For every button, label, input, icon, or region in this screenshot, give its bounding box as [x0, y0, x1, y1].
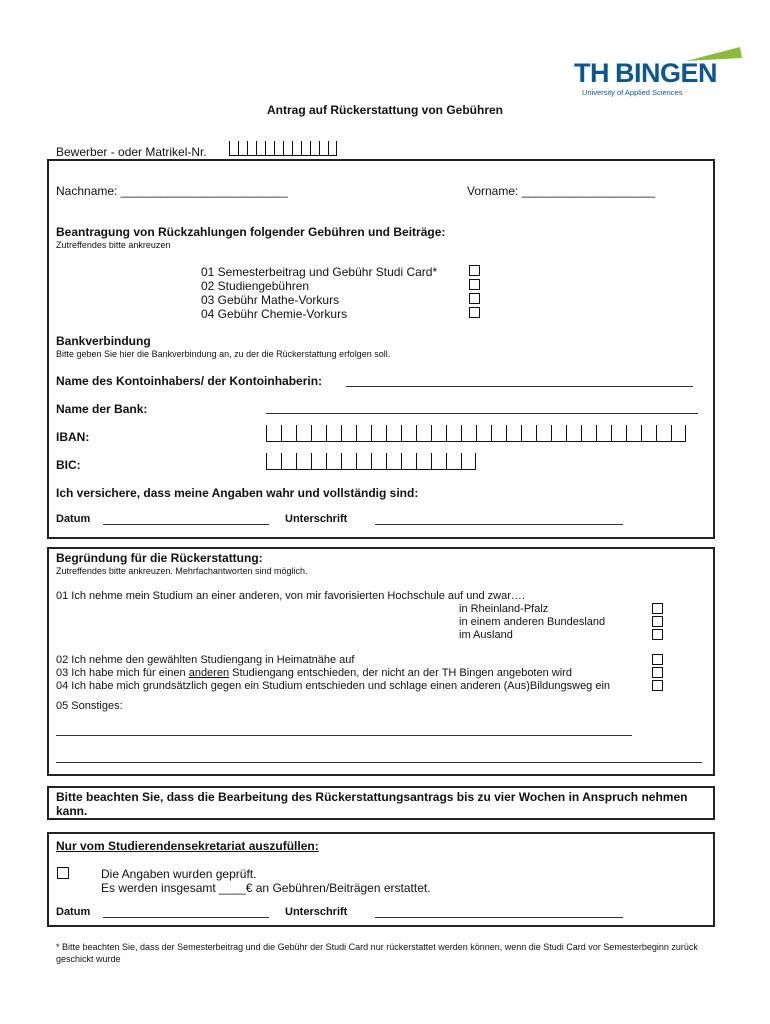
office-checked-text: Die Angaben wurden geprüft.	[101, 867, 257, 881]
fee-item-01: 01 Semesterbeitrag und Gebühr Studi Card*	[201, 265, 438, 279]
matrikel-number-cells[interactable]	[229, 141, 337, 156]
th-bingen-logo	[574, 44, 744, 100]
reason-checkbox-ausland[interactable]	[652, 629, 663, 640]
applicant-label: Bewerber - oder Matrikel-Nr.	[56, 145, 207, 159]
bank-name-line[interactable]	[266, 413, 698, 414]
fees-hint: Zutreffendes bitte ankreuzen	[56, 240, 171, 250]
bic-cells[interactable]	[266, 453, 476, 470]
processing-notice: Bitte beachten Sie, dass die Bearbeitung des Rückerstattungsantrags bis zu vier Wochen in Anspruch nehmen kann.	[56, 790, 688, 818]
signature-label: Unterschrift	[285, 513, 348, 525]
reason-checkbox-bundesland[interactable]	[652, 616, 663, 627]
bic-label: BIC:	[56, 458, 81, 472]
fee-checkbox-02[interactable]	[469, 279, 480, 290]
signature-line[interactable]	[375, 524, 623, 525]
account-holder-label: Name des Kontoinhabers/ der Kontoinhaberin:	[56, 374, 323, 388]
lastname-field[interactable]: Nachname: _________________________	[56, 184, 288, 198]
reason-sub-rlp: in Rheinland-Pfalz	[459, 603, 549, 615]
reason-item-03-part-a: 03 Ich habe mich für einen	[56, 667, 189, 679]
fee-checkbox-03[interactable]	[469, 293, 480, 304]
logo-subtitle: University of Applied Sciences	[582, 88, 683, 97]
reason-sub-ausland: im Ausland	[459, 629, 513, 641]
office-date-line[interactable]	[103, 917, 269, 918]
fees-heading: Beantragung von Rückzahlungen folgender Gebühren und Beiträge:	[56, 225, 446, 239]
fee-item-03: 03 Gebühr Mathe-Vorkurs	[201, 293, 340, 307]
fee-item-02: 02 Studiengebühren	[201, 279, 310, 293]
fee-checkbox-04[interactable]	[469, 307, 480, 318]
date-line[interactable]	[103, 524, 269, 525]
reason-item-03	[56, 667, 572, 679]
reason-heading: Begründung für die Rückerstattung:	[56, 551, 263, 565]
reason-item-03-part-b: Studiengang entschieden, der nicht an der TH Bingen angeboten wird	[229, 667, 572, 679]
other-reason-line-1[interactable]	[56, 735, 632, 736]
bank-heading: Bankverbindung	[56, 334, 151, 348]
reason-sub-bundesland: in einem anderen Bundesland	[459, 616, 606, 628]
footnote: * Bitte beachten Sie, dass der Semesterbeitrag und die Gebühr der Studi Card nur rückerstattet werden können, wenn die Studi Card vor Semesterbeginn zurück geschickt wurde	[56, 942, 698, 964]
fee-item-04: 04 Gebühr Chemie-Vorkurs	[201, 307, 348, 321]
office-heading: Nur vom Studierendensekretariat auszufüllen:	[56, 839, 319, 853]
page-title: Antrag auf Rückerstattung von Gebühren	[266, 103, 504, 117]
iban-cells[interactable]	[266, 425, 686, 442]
reason-checkbox-03[interactable]	[652, 667, 663, 678]
date-label: Datum	[56, 513, 91, 525]
firstname-field[interactable]: Vorname: ____________________	[467, 184, 656, 198]
office-signature-line[interactable]	[375, 917, 623, 918]
assurance-text: Ich versichere, dass meine Angaben wahr und vollständig sind:	[56, 486, 419, 500]
reason-checkbox-02[interactable]	[652, 654, 663, 665]
reason-item-02: 02 Ich nehme den gewählten Studiengang in Heimatnähe auf	[56, 654, 355, 666]
iban-label: IBAN:	[56, 430, 90, 444]
bank-name-label: Name der Bank:	[56, 402, 148, 416]
reason-item-04: 04 Ich habe mich grundsätzlich gegen ein Studium entschieden und schlage einen anderen (Aus)Bildungsweg ein	[56, 680, 611, 692]
reason-item-03-underlined: anderen	[188, 667, 230, 679]
reason-item-05: 05 Sonstiges:	[56, 700, 123, 712]
reason-checkbox-rlp[interactable]	[652, 603, 663, 614]
account-holder-line[interactable]	[346, 386, 693, 387]
logo-th: TH	[574, 58, 609, 88]
office-checked-checkbox[interactable]	[57, 867, 69, 879]
office-amount-text: Es werden insgesamt ____€ an Gebühren/Beiträgen erstattet.	[101, 881, 431, 895]
bank-hint: Bitte geben Sie hier die Bankverbindung an, zu der die Rückerstattung erfolgen soll.	[56, 349, 391, 359]
reason-hint: Zutreffendes bitte ankreuzen. Mehrfachantworten sind möglich.	[56, 566, 308, 576]
reason-item-01: 01 Ich nehme mein Studium an einer anderen, von mir favorisierten Hochschule auf und zwar….	[56, 590, 525, 602]
reason-checkbox-04[interactable]	[652, 680, 663, 691]
office-date-label: Datum	[56, 906, 91, 918]
fee-checkbox-01[interactable]	[469, 265, 480, 276]
office-signature-label: Unterschrift	[285, 906, 348, 918]
logo-bingen: BINGEN	[615, 58, 718, 88]
other-reason-line-2[interactable]	[56, 762, 702, 763]
